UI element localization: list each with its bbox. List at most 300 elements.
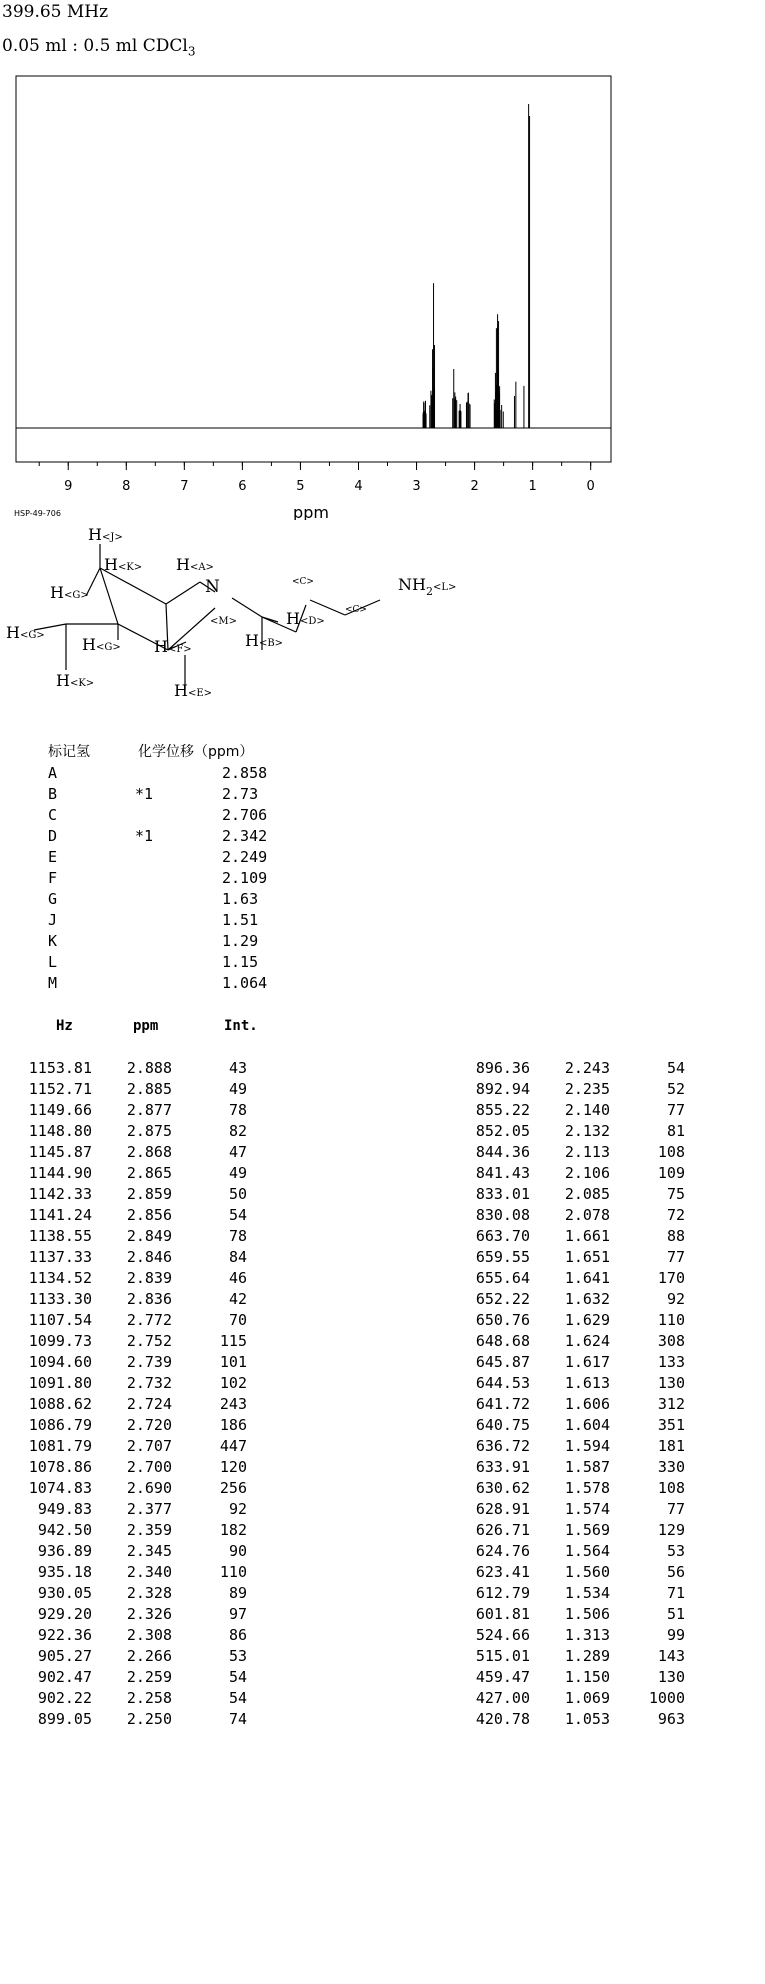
peak-hz: 601.81 [475,1605,530,1623]
peak-ppm: 2.865 [126,1164,172,1182]
peak-int: 53 [228,1647,247,1665]
peak-row [22,1478,272,1499]
x-axis-ticks [39,462,590,470]
peak-hz: 1152.71 [28,1080,92,1098]
peak-ppm: 2.888 [126,1059,172,1077]
peak-row [22,1604,272,1625]
peak-int: 89 [228,1584,247,1602]
peak-ppm: 2.772 [126,1311,172,1329]
peak-ppm: 1.629 [564,1311,610,1329]
peak-ppm: 2.846 [126,1248,172,1266]
peak-ppm: 2.724 [126,1395,172,1413]
spectrometer-frequency: 399.65 MHz [2,2,109,22]
peak-int: 54 [228,1668,247,1686]
peak-row [460,1163,710,1184]
peak-ppm: 2.700 [126,1458,172,1476]
peak-ppm: 1.560 [564,1563,610,1581]
peak-hz: 1078.86 [28,1458,92,1476]
shift-label: F [48,869,58,887]
peak-ppm: 2.085 [564,1185,610,1203]
peak-ppm: 1.534 [564,1584,610,1602]
peak-row [460,1520,710,1541]
peak-hz: 659.55 [475,1248,530,1266]
peak-row [460,1247,710,1268]
peak-ppm: 1.574 [564,1500,610,1518]
peak-int: 109 [657,1164,685,1182]
peak-int: 101 [219,1353,247,1371]
peak-hz: 905.27 [37,1647,92,1665]
peak-row [22,1520,272,1541]
peak-int: 186 [219,1416,247,1434]
peak-hz: 1081.79 [28,1437,92,1455]
peak-ppm: 2.250 [126,1710,172,1728]
peak-row [460,1184,710,1205]
peak-hz: 1148.80 [28,1122,92,1140]
peak-hz: 1091.80 [28,1374,92,1392]
peak-int: 110 [219,1563,247,1581]
peak-row [22,1625,272,1646]
peak-ppm: 2.266 [126,1647,172,1665]
solvent-text: 0.05 ml : 0.5 ml CDCl [2,36,188,56]
peak-row [22,1163,272,1184]
peak-int: 84 [228,1248,247,1266]
peak-row [460,1289,710,1310]
peak-row [22,1268,272,1289]
peak-int: 92 [228,1500,247,1518]
peak-row [22,1373,272,1394]
peak-row [460,1646,710,1667]
peak-row [460,1121,710,1142]
peak-int: 54 [228,1206,247,1224]
peak-row [22,1058,272,1079]
h-k-bottom-label: H<K> [56,671,95,690]
peak-row [460,1457,710,1478]
shift-label: L [48,953,58,971]
peak-int: 120 [219,1458,247,1476]
peak-int: 72 [666,1206,685,1224]
c-label-2: <C> [345,605,367,615]
peak-int: 53 [666,1542,685,1560]
peak-row [22,1646,272,1667]
int-header-left: Int. [224,1018,258,1034]
shift-label: C [48,806,58,824]
peak-ppm: 2.856 [126,1206,172,1224]
peak-int: 50 [228,1185,247,1203]
peak-hz: 612.79 [475,1584,530,1602]
h-e-label: H<E> [174,681,213,700]
peak-row [460,1058,710,1079]
peak-hz: 459.47 [475,1668,530,1686]
peak-hz: 899.05 [37,1710,92,1728]
peak-row [22,1688,272,1709]
peak-ppm: 2.132 [564,1122,610,1140]
peak-row [22,1331,272,1352]
peak-ppm: 1.594 [564,1437,610,1455]
peak-ppm: 2.243 [564,1059,610,1077]
h-j-label: H<J> [88,525,123,544]
peak-ppm: 1.150 [564,1668,610,1686]
nh2-group: $NH_2^{<L>}$ [398,575,457,598]
h-f-label: H<F> [154,637,192,656]
peak-row [22,1184,272,1205]
peak-row [22,1205,272,1226]
peak-hz: 1107.54 [28,1311,92,1329]
x-axis-tick-label: 0 [586,479,595,494]
peak-int: 71 [666,1584,685,1602]
col-label-header: 标记氢 [48,744,90,760]
peak-hz: 1153.81 [28,1059,92,1077]
peak-int: 54 [666,1059,685,1077]
shift-value: 2.249 [222,848,268,866]
peak-hz: 1094.60 [28,1353,92,1371]
peak-int: 77 [666,1101,685,1119]
peak-row [460,1310,710,1331]
peak-int: 43 [228,1059,247,1077]
peak-ppm: 2.308 [126,1626,172,1644]
peak-int: 102 [219,1374,247,1392]
peak-row [460,1205,710,1226]
peak-row [22,1100,272,1121]
peak-ppm: 2.328 [126,1584,172,1602]
x-axis-tick-label: 2 [470,479,479,494]
shift-value: 1.15 [222,953,259,971]
peak-int: 129 [657,1521,685,1539]
peak-hz: 930.05 [37,1584,92,1602]
peak-int: 97 [228,1605,247,1623]
peak-row [460,1079,710,1100]
shift-label: A [48,764,58,782]
peak-int: 308 [657,1332,685,1350]
peak-row [22,1142,272,1163]
peak-row [460,1667,710,1688]
peak-ppm: 1.606 [564,1395,610,1413]
peak-hz: 844.36 [475,1143,530,1161]
peak-int: 82 [228,1122,247,1140]
peak-ppm: 2.859 [126,1185,172,1203]
peak-row [460,1100,710,1121]
peak-ppm: 1.641 [564,1269,610,1287]
peak-ppm: 1.604 [564,1416,610,1434]
peak-row [460,1394,710,1415]
peak-row [22,1121,272,1142]
peak-int: 312 [657,1395,685,1413]
peak-int: 81 [666,1122,685,1140]
peak-int: 115 [219,1332,247,1350]
peak-ppm: 2.732 [126,1374,172,1392]
peak-ppm: 1.587 [564,1458,610,1476]
peak-row [22,1541,272,1562]
peak-list-left [22,1058,272,1730]
peak-row [460,1436,710,1457]
peak-hz: 626.71 [475,1521,530,1539]
peak-row [22,1415,272,1436]
peak-hz: 644.53 [475,1374,530,1392]
peak-row [22,1457,272,1478]
peak-ppm: 2.078 [564,1206,610,1224]
shift-value: 2.73 [222,785,259,803]
x-axis-tick-label: 3 [412,479,421,494]
peak-row [460,1415,710,1436]
peak-row [22,1499,272,1520]
shift-label: G [48,890,58,908]
peak-row [460,1604,710,1625]
peak-hz: 636.72 [475,1437,530,1455]
peak-hz: 1138.55 [28,1227,92,1245]
peak-row [22,1667,272,1688]
h-d-label: H<D> [286,609,325,628]
peak-hz: 645.87 [475,1353,530,1371]
peak-int: 170 [657,1269,685,1287]
peak-int: 133 [657,1353,685,1371]
peak-row [22,1436,272,1457]
h-g-top-label: H<G> [50,583,89,602]
peak-hz: 929.20 [37,1605,92,1623]
peak-row [460,1688,710,1709]
ppm-header-left: ppm [133,1018,159,1034]
shift-label: B [48,785,58,803]
shift-label: M [48,974,58,992]
hz-header-left: Hz [56,1018,73,1034]
peak-hz: 1086.79 [28,1416,92,1434]
peak-list-right [460,1058,710,1730]
peak-int: 78 [228,1227,247,1245]
peak-row [22,1562,272,1583]
peak-ppm: 2.877 [126,1101,172,1119]
peak-int: 46 [228,1269,247,1287]
shift-value: 2.858 [222,764,268,782]
peak-row [22,1079,272,1100]
peak-int: 99 [666,1626,685,1644]
peak-int: 243 [219,1395,247,1413]
peak-hz: 1088.62 [28,1395,92,1413]
shift-value: 2.342 [222,827,268,845]
peak-hz: 896.36 [475,1059,530,1077]
peak-hz: 902.22 [37,1689,92,1707]
peak-row [460,1709,710,1730]
peak-row [460,1625,710,1646]
peak-row [22,1709,272,1730]
peak-int: 108 [657,1143,685,1161]
n-atom: N [205,577,220,597]
peak-int: 86 [228,1626,247,1644]
peak-hz: 1133.30 [28,1290,92,1308]
peak-int: 108 [657,1479,685,1497]
peak-ppm: 2.875 [126,1122,172,1140]
peak-ppm: 2.707 [126,1437,172,1455]
peak-ppm: 1.661 [564,1227,610,1245]
h-g-mid-label: H<G> [82,635,121,654]
peak-row [460,1331,710,1352]
peak-int: 181 [657,1437,685,1455]
shift-value: 2.109 [222,869,268,887]
peak-ppm: 1.564 [564,1542,610,1560]
peak-hz: 892.94 [475,1080,530,1098]
peak-row [460,1499,710,1520]
peak-int: 90 [228,1542,247,1560]
peak-int: 330 [657,1458,685,1476]
peak-int: 77 [666,1500,685,1518]
peak-ppm: 2.326 [126,1605,172,1623]
peak-int: 88 [666,1227,685,1245]
peak-ppm: 1.053 [564,1710,610,1728]
peak-row [460,1541,710,1562]
shift-label: J [48,911,58,929]
peak-int: 110 [657,1311,685,1329]
peak-ppm: 2.868 [126,1143,172,1161]
peak-int: 49 [228,1164,247,1182]
peak-hz: 935.18 [37,1563,92,1581]
peak-hz: 949.83 [37,1500,92,1518]
peak-hz: 855.22 [475,1101,530,1119]
peak-ppm: 2.885 [126,1080,172,1098]
spectrum-code: HSP-49-706 [14,509,61,518]
peak-hz: 841.43 [475,1164,530,1182]
peak-ppm: 2.235 [564,1080,610,1098]
peak-row [460,1373,710,1394]
peak-ppm: 2.752 [126,1332,172,1350]
peak-hz: 1134.52 [28,1269,92,1287]
peak-hz: 942.50 [37,1521,92,1539]
peak-hz: 655.64 [475,1269,530,1287]
col-shift-header: 化学位移（ppm） [138,744,254,760]
peak-int: 143 [657,1647,685,1665]
peak-row [22,1583,272,1604]
nmr-spectrum [0,0,765,520]
peak-row [460,1478,710,1499]
solvent-subscript: 3 [187,44,196,59]
x-axis-tick-label: 7 [180,479,189,494]
peak-hz: 1141.24 [28,1206,92,1224]
peak-ppm: 2.259 [126,1668,172,1686]
peak-hz: 633.91 [475,1458,530,1476]
peak-lines [423,104,530,428]
peak-hz: 1149.66 [28,1101,92,1119]
peak-ppm: 2.690 [126,1479,172,1497]
shift-value: 1.63 [222,890,259,908]
h-g-left-label: H<G> [6,623,45,642]
shift-note: *1 [135,785,154,803]
x-axis-tick-label: 6 [238,479,247,494]
peak-hz: 663.70 [475,1227,530,1245]
peak-hz: 833.01 [475,1185,530,1203]
peak-int: 52 [666,1080,685,1098]
peak-ppm: 2.720 [126,1416,172,1434]
peak-hz: 922.36 [37,1626,92,1644]
h-m-label: <M> [210,616,237,627]
peak-hz: 652.22 [475,1290,530,1308]
x-axis-tick-label: 8 [122,479,131,494]
peak-row [22,1394,272,1415]
shift-label: E [48,848,58,866]
x-axis-tick-label: 5 [296,479,305,494]
peak-hz: 624.76 [475,1542,530,1560]
peak-ppm: 2.345 [126,1542,172,1560]
peak-row [460,1352,710,1373]
molecule-structure [0,520,500,720]
peak-ppm: 2.739 [126,1353,172,1371]
peak-hz: 936.89 [37,1542,92,1560]
peak-ppm: 2.377 [126,1500,172,1518]
peak-hz: 641.72 [475,1395,530,1413]
peak-ppm: 2.359 [126,1521,172,1539]
peak-hz: 628.91 [475,1500,530,1518]
peak-int: 78 [228,1101,247,1119]
peak-hz: 1074.83 [28,1479,92,1497]
shift-label: D [48,827,58,845]
peak-row [460,1142,710,1163]
peak-ppm: 2.836 [126,1290,172,1308]
peak-hz: 852.05 [475,1122,530,1140]
peak-hz: 1145.87 [28,1143,92,1161]
peak-int: 963 [657,1710,685,1728]
peak-ppm: 1.624 [564,1332,610,1350]
shift-label: K [48,932,58,950]
peak-ppm: 2.849 [126,1227,172,1245]
peak-int: 256 [219,1479,247,1497]
shift-note: *1 [135,827,154,845]
peak-hz: 1099.73 [28,1332,92,1350]
peak-hz: 420.78 [475,1710,530,1728]
peak-hz: 524.66 [475,1626,530,1644]
peak-row [22,1352,272,1373]
peak-int: 77 [666,1248,685,1266]
peak-ppm: 2.258 [126,1689,172,1707]
peak-ppm: 2.113 [564,1143,610,1161]
shift-value: 2.706 [222,806,268,824]
peak-ppm: 1.506 [564,1605,610,1623]
peak-hz: 1144.90 [28,1164,92,1182]
peak-hz: 515.01 [475,1647,530,1665]
shift-value: 1.29 [222,932,259,950]
peak-row [22,1289,272,1310]
peak-int: 56 [666,1563,685,1581]
shift-value: 1.064 [222,974,268,992]
peak-hz: 630.62 [475,1479,530,1497]
peak-int: 74 [228,1710,247,1728]
peak-ppm: 1.289 [564,1647,610,1665]
h-a-label: H<A> [176,555,214,574]
peak-ppm: 2.106 [564,1164,610,1182]
peak-ppm: 1.069 [564,1689,610,1707]
peak-int: 47 [228,1143,247,1161]
peak-ppm: 1.632 [564,1290,610,1308]
x-axis-tick-label: 9 [64,479,73,494]
peak-int: 130 [657,1668,685,1686]
peak-ppm: 1.313 [564,1626,610,1644]
peak-ppm: 1.613 [564,1374,610,1392]
peak-row [460,1226,710,1247]
peak-int: 1000 [648,1689,685,1707]
peak-ppm: 2.140 [564,1101,610,1119]
peak-int: 49 [228,1080,247,1098]
peak-int: 51 [666,1605,685,1623]
peak-int: 182 [219,1521,247,1539]
peak-int: 130 [657,1374,685,1392]
x-axis-tick-labels [64,479,595,494]
peak-int: 351 [657,1416,685,1434]
peak-hz: 427.00 [475,1689,530,1707]
peak-hz: 1137.33 [28,1248,92,1266]
peak-row [460,1562,710,1583]
peak-hz: 1142.33 [28,1185,92,1203]
h-b-label: H<B> [245,631,284,650]
peak-ppm: 1.617 [564,1353,610,1371]
peak-ppm: 1.651 [564,1248,610,1266]
peak-hz: 902.47 [37,1668,92,1686]
peak-hz: 648.68 [475,1332,530,1350]
peak-int: 75 [666,1185,685,1203]
peak-hz: 650.76 [475,1311,530,1329]
